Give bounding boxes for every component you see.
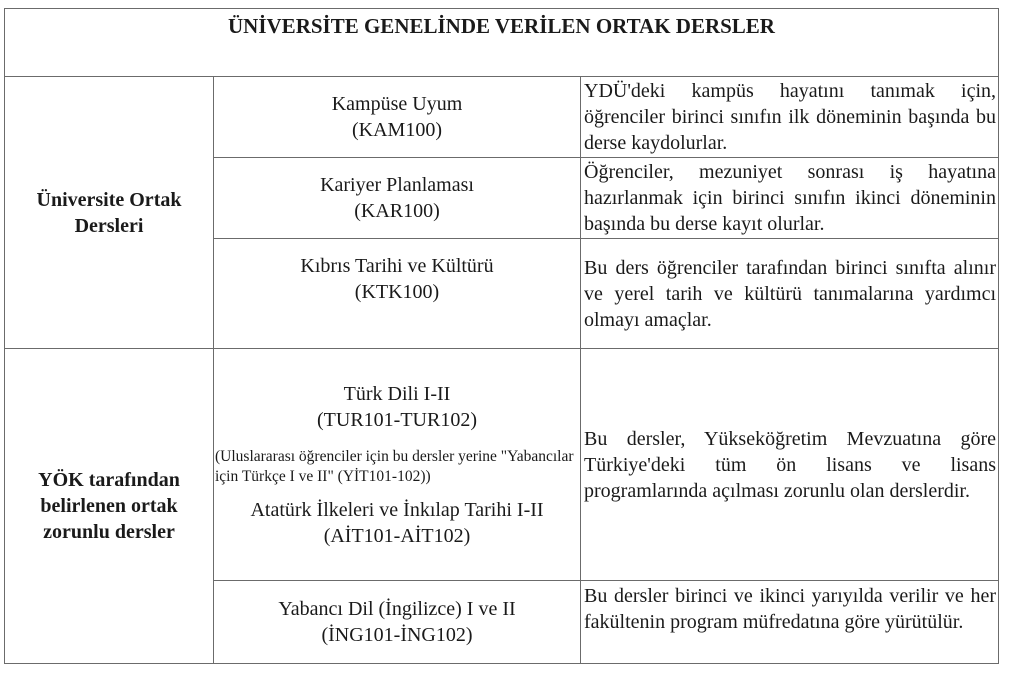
course-description: Bu dersler, Yükseköğretim Mevzuatına göre Türkiye'deki tüm ön lisans ve lisans programlarında açılması zorunlu olan derslerdir. (581, 349, 999, 581)
course-kar100 (214, 158, 581, 239)
course-code: (KAR100) (354, 200, 440, 222)
course-description: YDÜ'deki kampüs hayatını tanımak için, öğrenciler birinci sınıfın ilk döneminin başında bu derse kaydolurlar. (581, 77, 999, 158)
course-name: Kıbrıs Tarihi ve Kültürü (300, 255, 494, 277)
course-ait101 (214, 497, 580, 549)
category-university-common: Üniversite Ortak Dersleri (5, 77, 214, 349)
course-tur101 (214, 381, 580, 433)
course-code: (AİT101-AİT102) (323, 524, 471, 547)
table-row (5, 349, 999, 581)
course-name: Kariyer Planlaması (320, 174, 474, 196)
course-code: (İNG101-İNG102) (321, 624, 473, 646)
course-description: Öğrenciler, mezuniyet sonrası iş hayatına hazırlanmak için birinci sınıfın ikinci döneminin başında bu derse kayıt olurlar. (581, 158, 999, 239)
course-kam100 (214, 77, 581, 158)
course-name: Kampüse Uyum (331, 93, 463, 115)
international-students-note: (Uluslararası öğrenciler için bu dersler yerine "Yabancılar için Türkçe I ve II" (YİT101-102)) (215, 447, 574, 485)
course-code: (KTK100) (354, 281, 440, 303)
course-ing101 (214, 581, 581, 664)
course-code: (TUR101-TUR102) (317, 408, 477, 431)
course-ktk100 (214, 239, 581, 349)
course-code: (KAM100) (352, 119, 442, 141)
course-description: Bu ders öğrenciler tarafından birinci sınıfta alınır ve yerel tarih ve kültürü tanımalarına yardımcı olmayı amaçlar. (581, 239, 999, 349)
category-yok-mandatory: YÖK tarafından belirlenen ortak zorunlu dersler (5, 349, 214, 664)
table-title: ÜNİVERSİTE GENELİNDE VERİLEN ORTAK DERSLER (5, 9, 999, 77)
table-row (5, 77, 999, 158)
course-name: Yabancı Dil (İngilizce) I ve II (278, 598, 516, 620)
course-name: Türk Dili I-II (343, 382, 451, 405)
common-courses-table (4, 8, 999, 664)
course-tur-ait (214, 349, 581, 581)
course-description: Bu dersler birinci ve ikinci yarıyılda verilir ve her fakültenin program müfredatına göre yürütülür. (581, 581, 999, 664)
table-title-row (5, 9, 999, 77)
course-name: Atatürk İlkeleri ve İnkılap Tarihi I-II (250, 498, 544, 521)
